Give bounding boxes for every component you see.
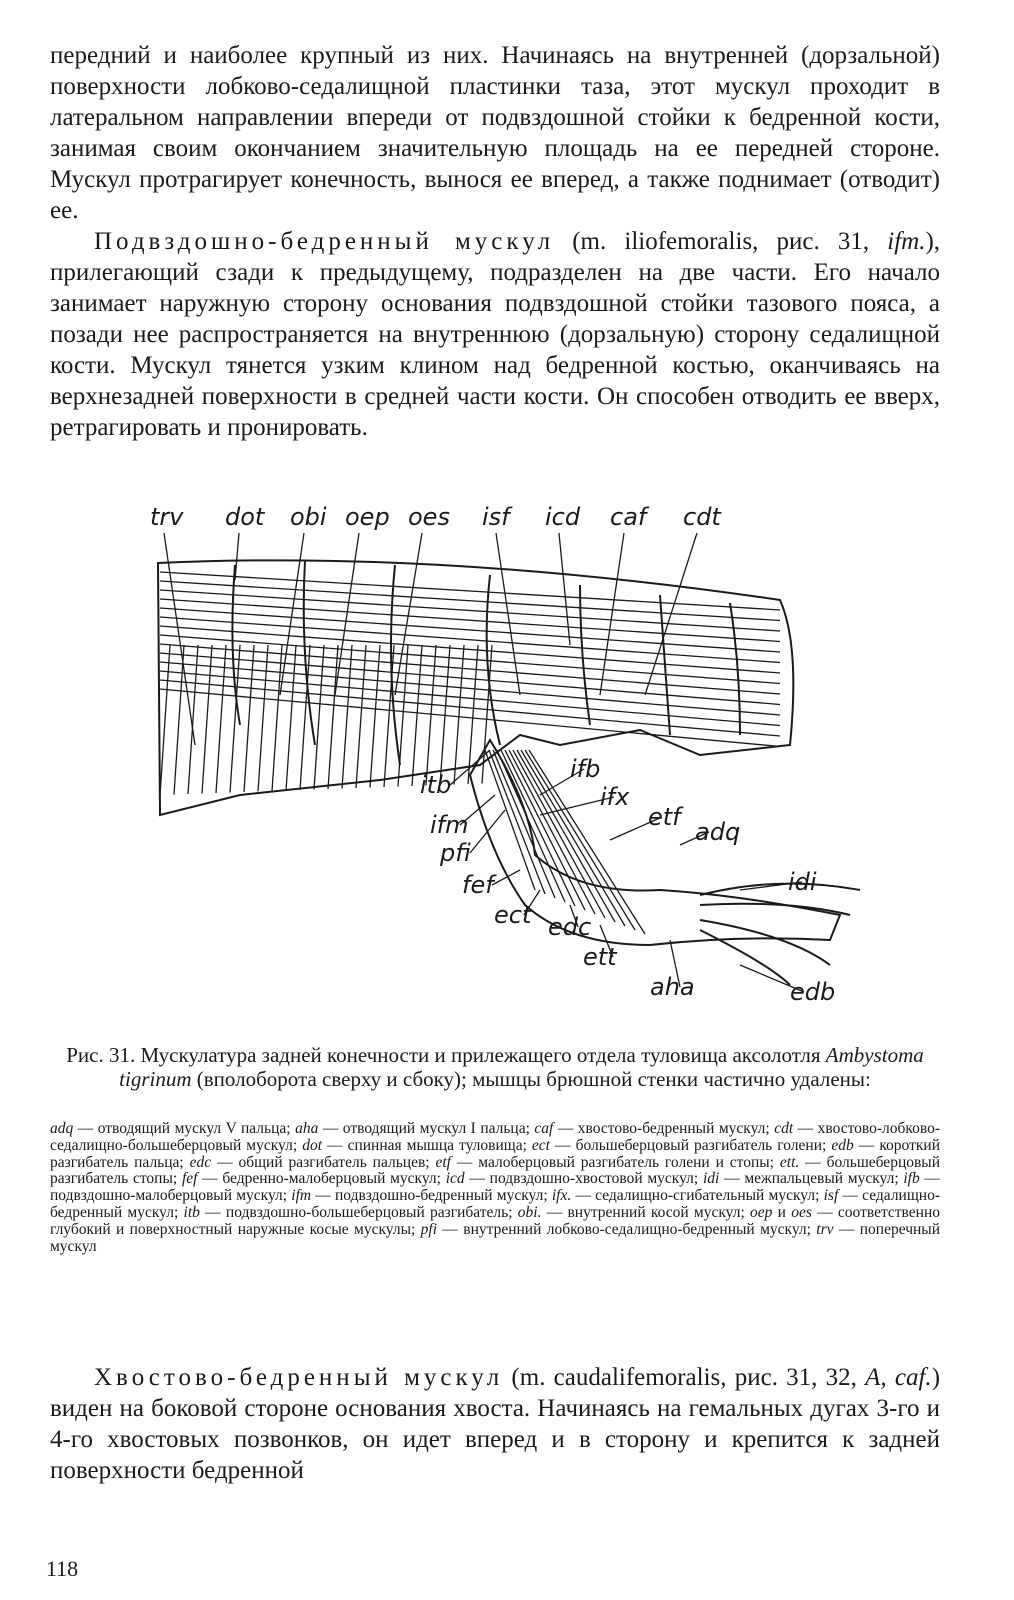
legend-abbr: oep xyxy=(750,1203,778,1221)
legend-text: — подвздошно-большеберцовый разгибатель; xyxy=(205,1203,518,1221)
legend-abbr: edc xyxy=(189,1153,218,1171)
figure-label-ifx: ifx xyxy=(600,783,630,811)
legend-abbr: fef xyxy=(181,1170,203,1188)
muscle-fiber-line xyxy=(470,810,505,853)
legend-text: — большеберцовый разгибатель голени; xyxy=(555,1136,832,1154)
legend-text: — внутренний лобково-седалищно-бедренный мускул; xyxy=(442,1220,817,1238)
figure-caption-title xyxy=(50,1043,940,1091)
muscle-fiber-line xyxy=(174,645,184,795)
muscle-fiber-line xyxy=(160,645,170,795)
figure-label-oep: oep xyxy=(345,503,390,531)
figure-label-idi: idi xyxy=(788,868,817,896)
legend-text: — хвостово-бедренный мускул; xyxy=(557,1120,775,1137)
muscle-fiber-line xyxy=(559,533,570,645)
legend-abbr: trv xyxy=(816,1220,839,1238)
page-number: 118 xyxy=(46,1556,79,1581)
legend-text: — седалищно-сгибательный мускул; xyxy=(575,1187,824,1205)
muscle-fiber-line xyxy=(501,750,575,906)
paragraph-2-body: ), прилегающий сзади к предыдущему, подразделен на две части. Его начало занимает наружную сторону основания подвздошной стойки тазового пояса, а позади нее распространяется на внутреннюю (дорзальную) сторону седалищной кости. Мускул тянется узким клином над бедренной костью, оканчиваясь на верхнезадней поверхности в средней части кости. Он способен отводить ее вверх, ретрагировать и пронировать. xyxy=(50,228,941,441)
legend-text: — хвостово-лобково-седалищно-большеберцовый мускул; xyxy=(50,1120,941,1154)
figure-label-isf: isf xyxy=(482,503,510,531)
legend-abbr: isf xyxy=(823,1187,843,1205)
paragraph-2 xyxy=(50,226,940,443)
legend-text: — подвздошно-малоберцовый мускул; xyxy=(50,1170,940,1205)
paragraph-caudalifemoralis xyxy=(50,1362,940,1486)
muscle-fiber-line xyxy=(272,645,282,791)
legend-abbr: pfi xyxy=(420,1220,443,1238)
muscle-fiber-line xyxy=(454,645,464,785)
caption-species: Ambystoma tigrinum xyxy=(119,1043,924,1091)
legend-text: — седалищно-бедренный мускул; xyxy=(50,1187,940,1221)
muscle-fiber-line xyxy=(258,645,268,792)
muscle-fiber-line xyxy=(493,750,555,898)
figure-label-adq: adq xyxy=(695,818,741,846)
legend-abbr: ifb xyxy=(903,1170,925,1188)
muscle-fiber-line xyxy=(370,645,380,788)
figure-label-cdt: cdt xyxy=(683,503,721,531)
legend-text: — соответственно глубокий и поверхностный наружные косые мускулы; xyxy=(50,1203,941,1238)
legend-abbr: etf xyxy=(435,1153,457,1171)
legend-abbr: caf xyxy=(534,1120,558,1137)
muscle-fiber-line xyxy=(356,645,366,788)
muscle-fiber-line xyxy=(235,533,239,580)
abbr-ref: ifm. xyxy=(887,228,926,255)
figure-label-edc: edc xyxy=(548,913,592,941)
legend-abbr: icd xyxy=(445,1170,470,1188)
legend-text: — короткий разгибатель пальца; xyxy=(50,1136,940,1171)
figure-label-itb: itb xyxy=(420,771,452,799)
legend-abbr: ifm xyxy=(291,1187,316,1205)
legend-abbr: oes xyxy=(791,1203,818,1221)
figure-label-ett: ett xyxy=(583,943,617,971)
legend-abbr: ett. xyxy=(779,1153,806,1171)
anatomical-drawing xyxy=(140,495,860,1015)
figure-label-caf: caf xyxy=(610,503,647,531)
legend-abbr: dot xyxy=(302,1136,328,1154)
legend-abbr: idi xyxy=(702,1170,725,1188)
legend-abbr: itb xyxy=(183,1203,206,1221)
bottom-text-block xyxy=(50,1362,940,1486)
muscle-fiber-line xyxy=(160,572,780,610)
muscle-fiber-line xyxy=(160,590,780,631)
caption-title-part2: (вполоборота сверху и сбоку); мышцы брюшной стенки частично удалены: xyxy=(196,1067,871,1091)
legend-text: — малоберцовый разгибатель голени и стопы; xyxy=(456,1153,780,1171)
paragraph-1: передний и наиболее крупный из них. Начинаясь на внутренней (дорзальной) поверхности лобково-седалищной пластинки таза, этот мускул проходит в латеральном направлении впереди от подвздошной стойки к бедренной кости, занимая своим окончанием значительную площадь на ее передней стороне. Мускул протрагирует конечность, вынося ее вперед, а также поднимает (отводит) ее. xyxy=(50,42,940,224)
legend-abbr: ect xyxy=(531,1136,556,1154)
legend-text: — отводящий мускул V пальца; xyxy=(77,1120,296,1137)
muscle-fiber-line xyxy=(489,750,545,894)
legend-text: — внутренний косой мускул; xyxy=(546,1203,751,1221)
top-text-block xyxy=(50,40,940,443)
legend-text: — подвздошно-бедренный мускул; xyxy=(315,1187,552,1205)
muscle-fiber-line xyxy=(202,645,212,794)
legend-text: — общий разгибатель пальцев; xyxy=(217,1153,436,1171)
figure-label-aha: aha xyxy=(650,973,695,1001)
paragraph-body: ) виден на боковой стороне основания хвоста. Начинаясь на гемальных дугах 3-го и 4-го хвостовых позвонков, он идет вперед и в сторону и крепится к задней поверхности бедренной xyxy=(50,1364,941,1484)
figure-label-obi: obi xyxy=(290,503,327,531)
figure-label-edb: edb xyxy=(790,978,836,1006)
muscle-fiber-line xyxy=(384,645,394,787)
legend-abbr: edb xyxy=(831,1136,859,1154)
legend-text: — межпальцевый мускул; xyxy=(724,1170,904,1188)
figure-label-icd: icd xyxy=(545,503,581,531)
muscle-fiber-line xyxy=(395,533,422,695)
figure-label-trv: trv xyxy=(150,503,184,531)
legend-abbr: aha xyxy=(295,1120,323,1137)
latin-name: (m. iliofemoralis, рис. 31, xyxy=(572,228,870,255)
muscle-fiber-line xyxy=(412,645,422,786)
figure-31-illustration xyxy=(140,495,860,1015)
legend-text: — подвздошно-хвостовой мускул; xyxy=(469,1170,703,1188)
figure-label-oes: oes xyxy=(408,503,450,531)
muscle-fiber-line xyxy=(280,533,304,695)
muscle-fiber-line xyxy=(286,645,296,791)
fig-ref: A, caf. xyxy=(865,1364,932,1391)
muscle-fiber-line xyxy=(188,645,198,794)
muscle-fiber-line xyxy=(645,533,697,695)
legend-abbr: adq xyxy=(50,1120,78,1137)
latin-name-caudal: (m. caudalifemoralis, рис. 31, 32, xyxy=(511,1364,857,1391)
figure-legend xyxy=(50,1121,940,1255)
figure-label-etf: etf xyxy=(648,803,681,831)
muscle-name-caudalifemoralis: Хвостово-бедренный мускул xyxy=(94,1364,504,1391)
figure-label-dot: dot xyxy=(225,503,265,531)
muscle-name-iliofemoralis: Подвздошно-бедренный мускул xyxy=(94,228,555,255)
muscle-fiber-line xyxy=(244,645,254,792)
figure-label-ifm: ifm xyxy=(430,811,469,839)
figure-label-fef: fef xyxy=(462,871,494,899)
legend-abbr: ifx. xyxy=(551,1187,576,1205)
legend-text: — поперечный мускул xyxy=(50,1220,940,1255)
muscle-fiber-line xyxy=(335,533,359,695)
figure-label-ect: ect xyxy=(494,901,532,929)
muscle-fiber-line xyxy=(160,599,780,642)
legend-text: — отводящий мускул I пальца; xyxy=(322,1120,535,1137)
legend-text: — спинная мышца туловища; xyxy=(327,1136,532,1154)
legend-text: — бедренно-малоберцовый мускул; xyxy=(202,1170,446,1188)
figure-label-pfi: pfi xyxy=(440,839,471,867)
figure-label-ifb: ifb xyxy=(570,755,601,783)
legend-text: и xyxy=(777,1203,792,1221)
caption-title-part1: Рис. 31. Мускулатура задней конечности и прилежащего отдела туловища аксолотля xyxy=(66,1043,821,1067)
legend-abbr: obi. xyxy=(517,1203,547,1221)
legend-text: — большеберцовый разгибатель стопы; xyxy=(50,1153,941,1188)
muscle-fiber-line xyxy=(342,645,352,789)
legend-abbr: cdt xyxy=(774,1120,798,1137)
